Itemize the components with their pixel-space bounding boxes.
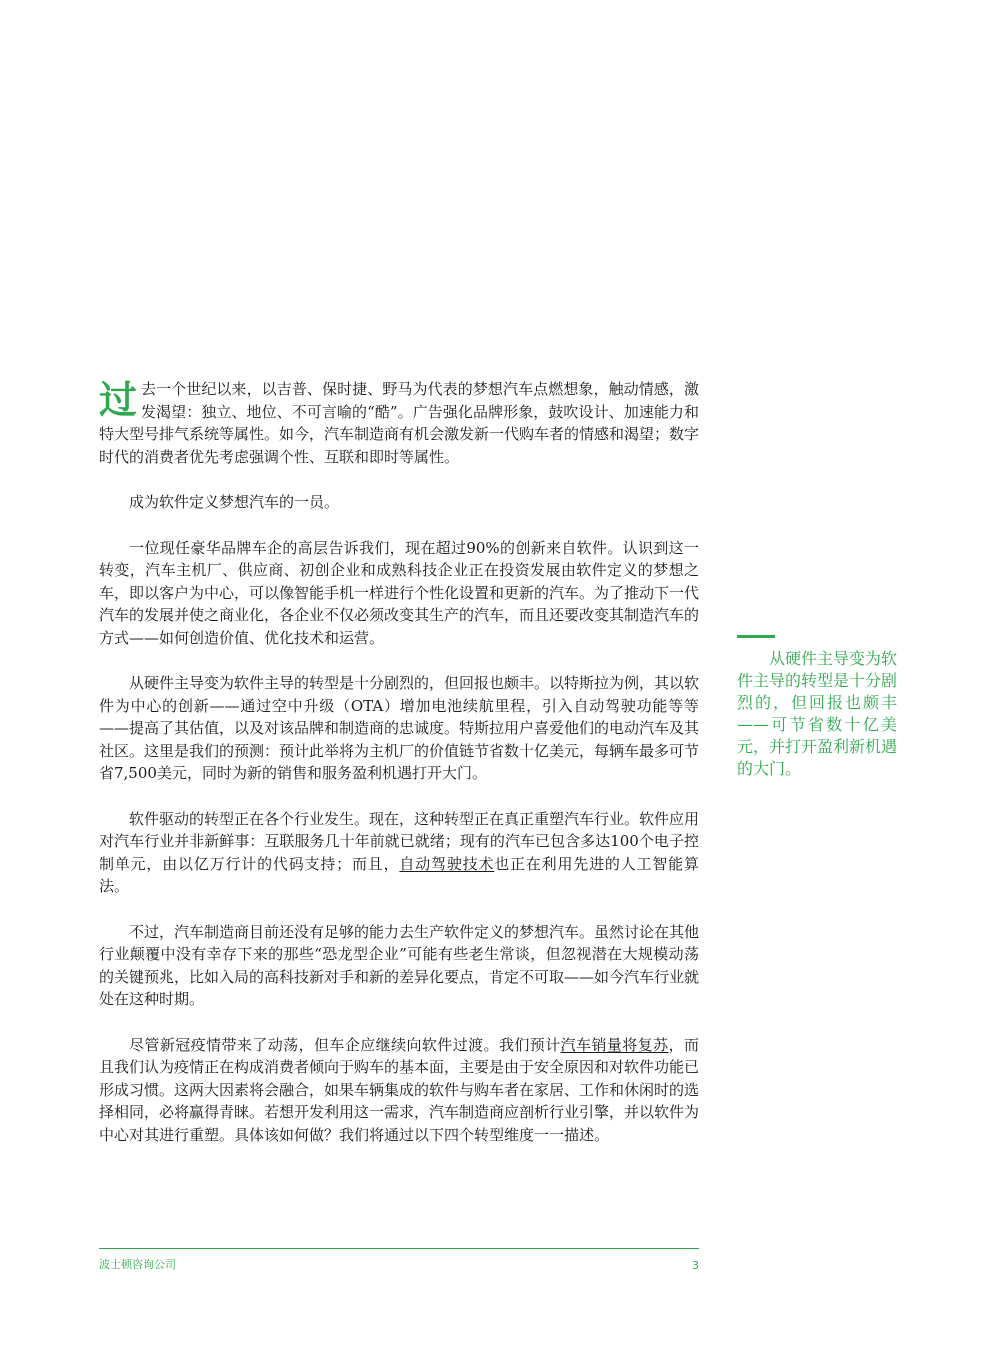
paragraph-7-text-after: ，而且我们认为疫情正在构成消费者倾向于购车的基本面，主要是由于安全原因和对软件功能已形成习惯。这两大因素将会融合，如果车辆集成的软件与购车者在家居、工作和休闲时的选择相同，必将赢得青睐。若想开发利用这一需求，汽车制造商应剖析行业引擎，并以软件为中心对其进行重塑。具体该如何做？我们将通过以下四个转型维度一一描述。 [99, 1035, 700, 1144]
paragraph-6: 不过，汽车制造商目前还没有足够的能力去生产软件定义的梦想汽车。虽然讨论在其他行业颠覆中没有幸存下来的那些“恐龙型企业”可能有些老生常谈，但忽视潜在大规模动荡的关键预兆，比如入局的高科技新对手和新的差异化要点，肯定不可取——如今汽车行业就处在这种时期。 [99, 922, 700, 1008]
paragraph-4: 从硬件主导变为软件主导的转型是十分剧烈的，但回报也颇丰。以特斯拉为例，其以软件为中心的创新——通过空中升级（OTA）增加电池续航里程，引入自动驾驶功能等等——提高了其估值，以及对该品牌和制造商的忠诚度。特斯拉用户喜爱他们的电动汽车及其社区。这里是我们的预测：预计此举将为主机厂的价值链节省数十亿美元，每辆车最多可节省7,500美元，同时为新的销售和服务盈利机遇打开大门。 [99, 674, 700, 782]
paragraph-1-text: 去一个世纪以来，以吉普、保时捷、野马为代表的梦想汽车点燃想象，触动情感，激发渴望：独立、地位、不可言喻的“酷”。广告强化品牌形象，鼓吹设计、加速能力和特大型号排气系统等属性。如今，汽车制造商有机会激发新一代购车者的情感和渴望；数字时代的消费者优先考虑强调个性、互联和即时等属性。 [99, 380, 700, 466]
page-number: 3 [692, 1259, 699, 1272]
footer-divider [99, 1248, 699, 1249]
paragraph-1 [99, 378, 699, 468]
footer-publisher: 波士顿咨询公司 [99, 1258, 176, 1271]
drop-cap: 过 [99, 378, 138, 422]
paragraph-3: 一位现任豪华品牌车企的高层告诉我们，现在超过90%的创新来自软件。认识到这一转变，汽车主机厂、供应商、初创企业和成熟科技企业正在投资发展由软件定义的梦想之车，即以客户为中心，可以像智能手机一样进行个性化设置和更新的汽车。为了推动下一代汽车的发展并使之商业化，各企业不仅必须改变其生产的汽车，而且还要改变其制造汽车的方式——如何创造价值、优化技术和运营。 [99, 538, 700, 647]
pull-quote: 从硬件主导变为软件主导的转型是十分剧烈的，但回报也颇丰——可节省数十亿美元，并打开盈利新机遇的大门。 [737, 649, 898, 778]
autonomous-driving-link[interactable]: 自动驾驶技术 [399, 854, 495, 873]
paragraph-5 [99, 808, 699, 898]
paragraph-7-text-before: 尽管新冠疫情带来了动荡，但车企应继续向软件过渡。我们预计 [129, 1035, 561, 1054]
paragraph-5-text-before: 软件驱动的转型正在各个行业发生。现在，这种转型正在真正重塑汽车行业。软件应用对汽车行业并非新鲜事：互联服务几十年前就已就绪；现有的汽车已包含多达100个电子控制单元，由以亿万行计的代码支持；而且， [99, 809, 700, 873]
paragraph-5-text-after: 也正在利用先进的人工智能算法。 [99, 854, 699, 895]
paragraph-7 [99, 1034, 699, 1147]
pull-quote-rule [737, 635, 775, 638]
article-body [99, 378, 699, 1169]
car-sales-recovery-link[interactable]: 汽车销量将复苏 [560, 1035, 669, 1054]
paragraph-2: 成为软件定义梦想汽车的一员。 [129, 493, 340, 511]
